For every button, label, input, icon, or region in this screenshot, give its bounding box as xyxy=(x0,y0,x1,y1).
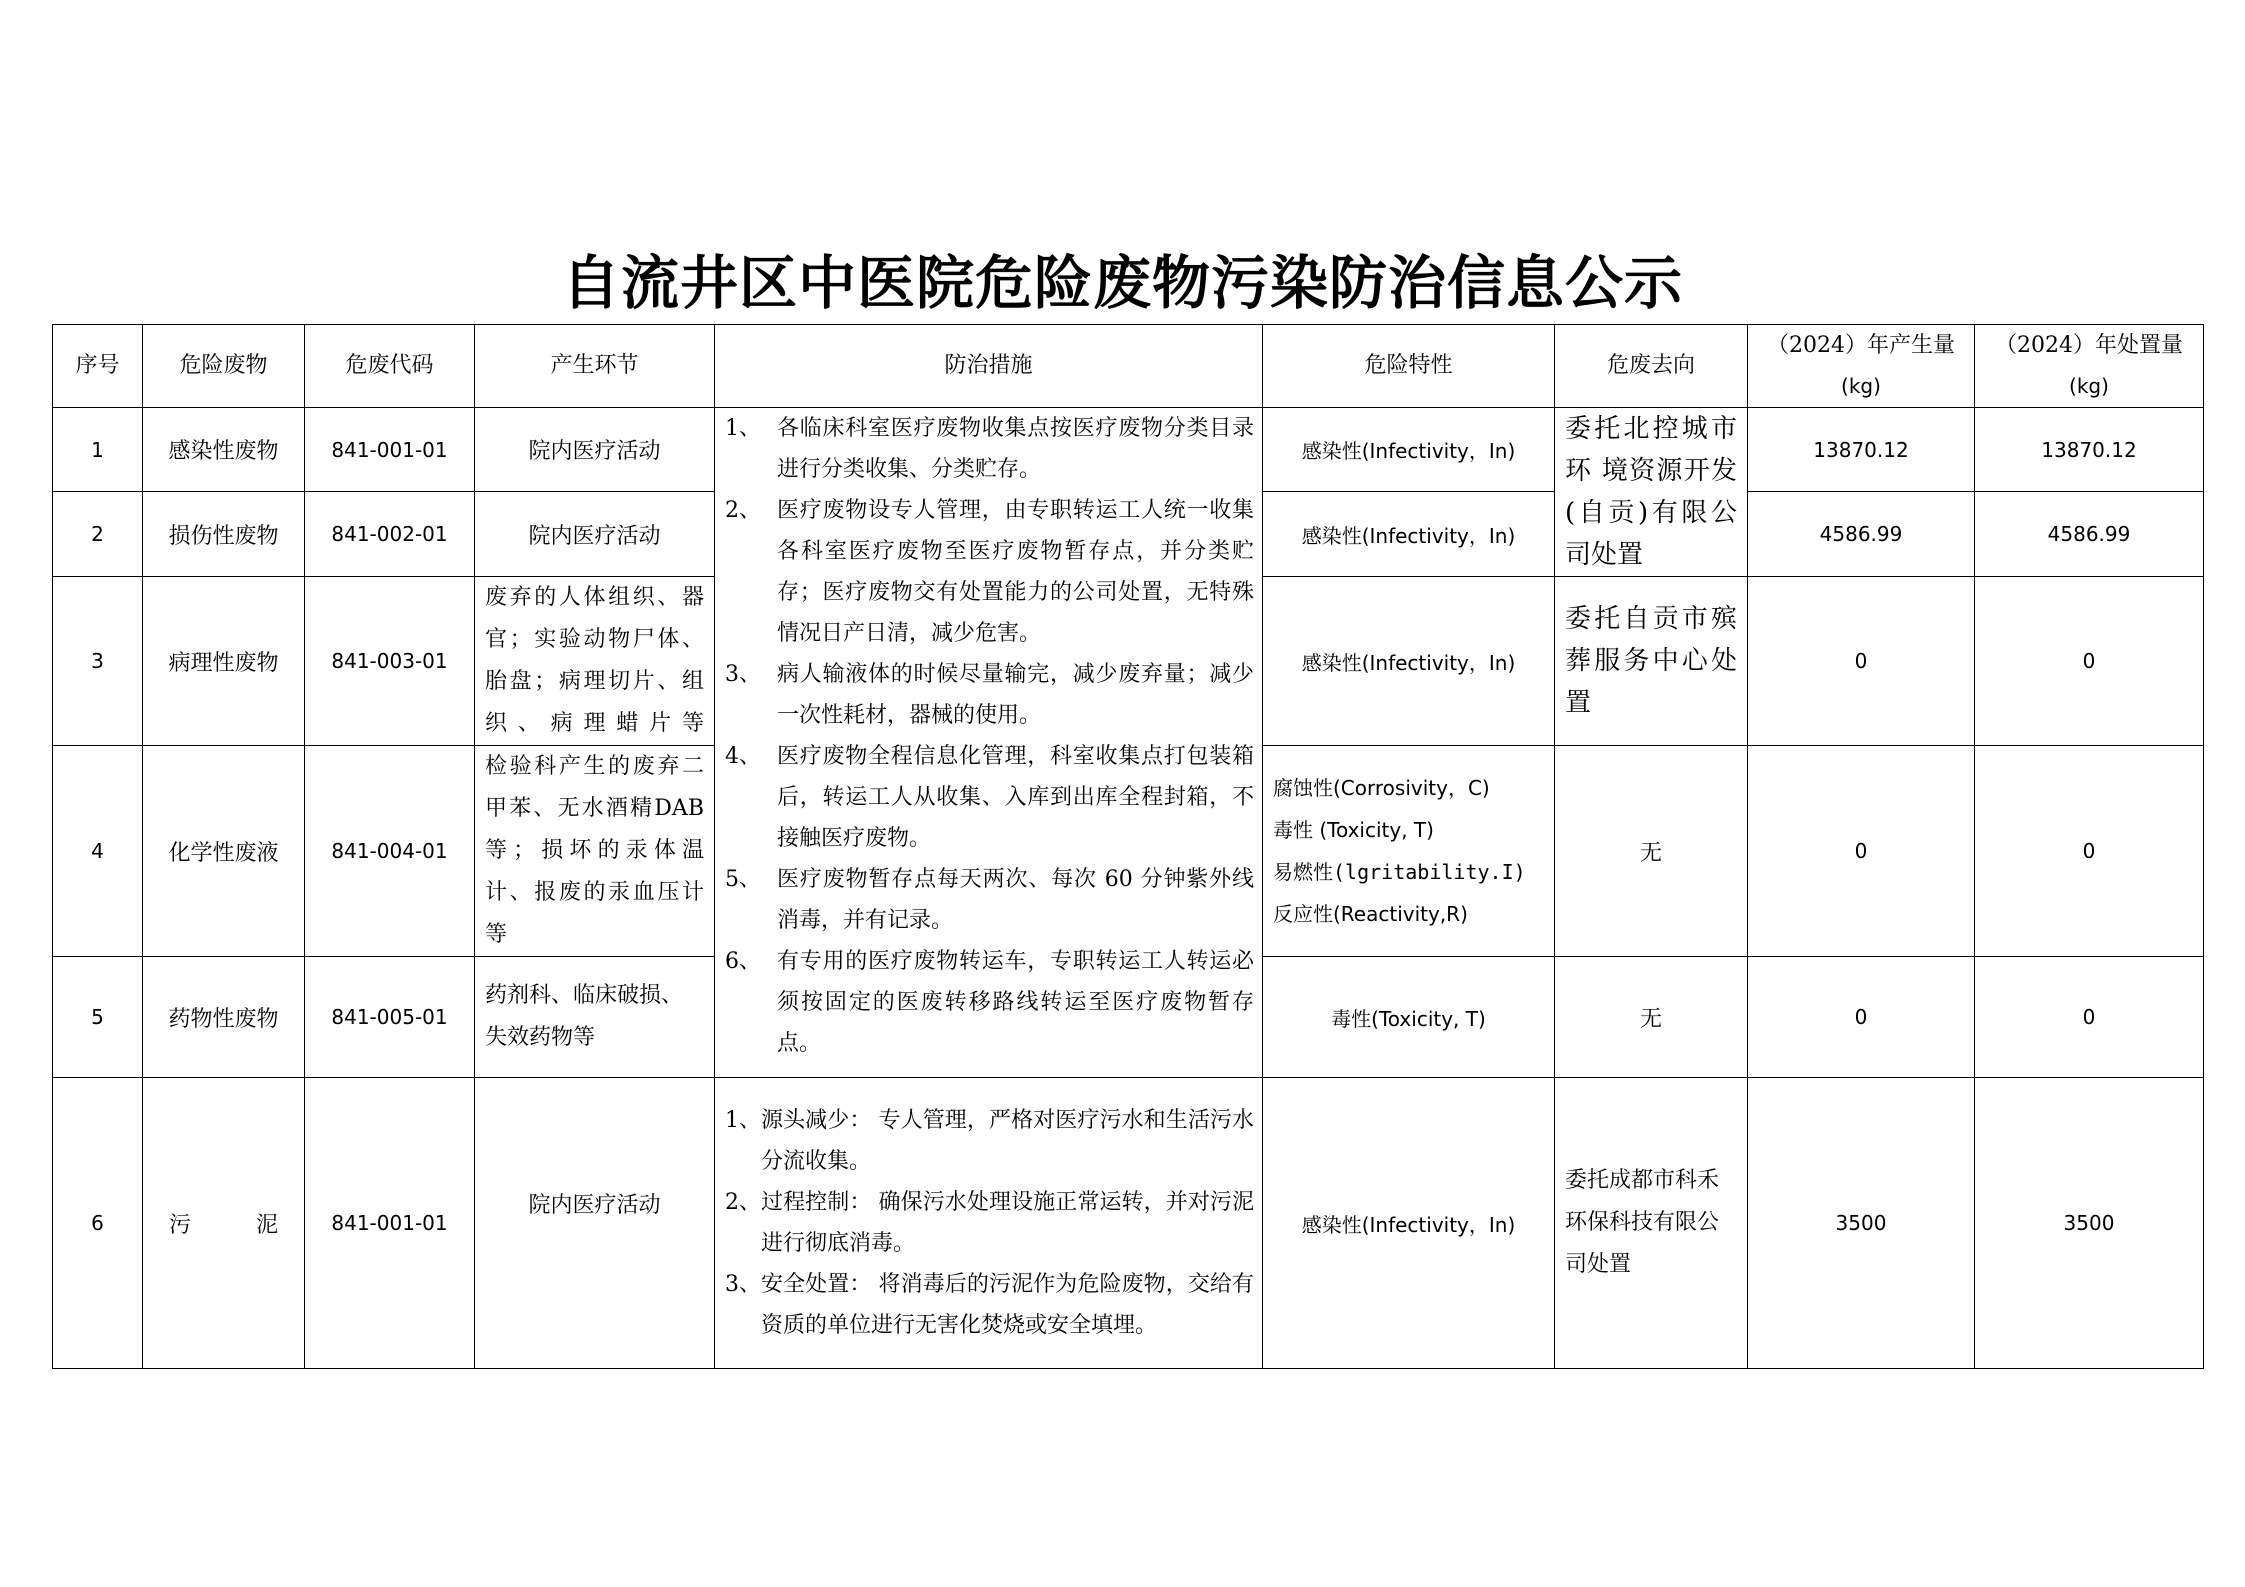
cell-seq: 1 xyxy=(53,408,143,492)
cell-hazard xyxy=(1263,746,1555,957)
hazard-line: 反应性(Reactivity,R) xyxy=(1273,902,1468,926)
table-header-row xyxy=(53,325,2204,408)
cell-seq: 6 xyxy=(53,1078,143,1369)
cell-waste: 损伤性废物 xyxy=(143,492,305,577)
header-measures: 防治措施 xyxy=(715,325,1263,408)
measures-list xyxy=(725,408,1254,1064)
cell-destination: 委托成都市科禾环保科技有限公司处置 xyxy=(1555,1078,1748,1369)
cell-produced: 3500 xyxy=(1748,1078,1975,1369)
cell-disposed: 3500 xyxy=(1975,1078,2204,1369)
header-seq: 序号 xyxy=(53,325,143,408)
cell-destination: 委托自贡市殡葬服务中心处置 xyxy=(1555,577,1748,746)
cell-produced: 13870.12 xyxy=(1748,408,1975,492)
cell-seq: 3 xyxy=(53,577,143,746)
cell-waste: 药物性废物 xyxy=(143,957,305,1078)
measure-item: 1、 各临床科室医疗废物收集点按医疗废物分类目录进行分类收集、分类贮存。 xyxy=(725,416,1254,482)
cell-seq: 2 xyxy=(53,492,143,577)
cell-waste-char: 污 xyxy=(169,1212,192,1238)
cell-stage: 院内医疗活动 xyxy=(475,492,715,577)
cell-disposed: 4586.99 xyxy=(1975,492,2204,577)
hazard-line: 毒性 (Toxicity, T) xyxy=(1273,818,1434,842)
cell-code: 841-002-01 xyxy=(305,492,475,577)
cell-produced: 0 xyxy=(1748,746,1975,957)
cell-code: 841-001-01 xyxy=(305,408,475,492)
measure-item: 5、 医疗废物暂存点每天两次、每次 60 分钟紫外线消毒，并有记录。 xyxy=(725,867,1254,933)
header-waste: 危险废物 xyxy=(143,325,305,408)
cell-disposed: 0 xyxy=(1975,957,2204,1078)
header-destination: 危废去向 xyxy=(1555,325,1748,408)
measure-item: 6、 有专用的医疗废物转运车，专职转运工人转运必须按固定的医废转移路线转运至医疗废物暂存点。 xyxy=(725,949,1254,1056)
measure-item: 3、 病人输液体的时候尽量输完，减少废弃量；减少一次性耗材，器械的使用。 xyxy=(725,662,1254,728)
cell-waste xyxy=(143,1078,305,1369)
header-produced-line1: （2024）年产生量 xyxy=(1767,333,1955,358)
header-disposed-unit: (kg) xyxy=(2069,374,2109,398)
cell-seq: 4 xyxy=(53,746,143,957)
measure-item: 2、 过程控制： 确保污水处理设施正常运转，并对污泥进行彻底消毒。 xyxy=(725,1190,1254,1256)
header-hazard: 危险特性 xyxy=(1263,325,1555,408)
header-produced-unit: (kg) xyxy=(1841,374,1881,398)
cell-measures xyxy=(715,1078,1263,1369)
cell-produced: 0 xyxy=(1748,577,1975,746)
cell-disposed: 13870.12 xyxy=(1975,408,2204,492)
cell-hazard: 感染性(Infectivity，In) xyxy=(1263,492,1555,577)
measure-item: 2、 医疗废物设专人管理，由专职转运工人统一收集各科室医疗废物至医疗废物暂存点，并分类贮存；医疗废物交有处置能力的公司处置，无特殊情况日产日清，减少危害。 xyxy=(725,498,1254,646)
measure-item: 1、 源头减少： 专人管理，严格对医疗污水和生活污水分流收集。 xyxy=(725,1108,1254,1174)
measures-list xyxy=(725,1100,1254,1346)
measure-item: 4、 医疗废物全程信息化管理，科室收集点打包装箱后，转运工人从收集、入库到出库全程封箱，不接触医疗废物。 xyxy=(725,744,1254,851)
hazard-line: 腐蚀性(Corrosivity，C) xyxy=(1273,776,1490,800)
table-row xyxy=(53,1078,2204,1369)
cell-stage: 药剂科、临床破损、失效药物等 xyxy=(475,957,715,1078)
cell-stage: 检验科产生的废弃二甲苯、无水酒精DAB等；损坏的汞体温计、报废的汞血压计等 xyxy=(475,746,715,957)
cell-produced: 0 xyxy=(1748,957,1975,1078)
cell-waste-char: 泥 xyxy=(255,1212,278,1238)
measure-item: 3、 安全处置： 将消毒后的污泥作为危险废物，交给有资质的单位进行无害化焚烧或安全填埋。 xyxy=(725,1272,1254,1338)
cell-measures xyxy=(715,408,1263,1078)
header-disposed xyxy=(1975,325,2204,408)
cell-hazard: 感染性(Infectivity，In) xyxy=(1263,408,1555,492)
cell-destination: 无 xyxy=(1555,746,1748,957)
header-produced xyxy=(1748,325,1975,408)
cell-code: 841-004-01 xyxy=(305,746,475,957)
header-code: 危废代码 xyxy=(305,325,475,408)
cell-waste: 病理性废物 xyxy=(143,577,305,746)
cell-code: 841-005-01 xyxy=(305,957,475,1078)
cell-hazard: 感染性(Infectivity，In) xyxy=(1263,1078,1555,1369)
cell-destination: 委托北控城市环 境资源开发(自贡)有限公司处置 xyxy=(1555,408,1748,577)
cell-destination: 无 xyxy=(1555,957,1748,1078)
page-title: 自流井区中医院危险废物污染防治信息公示 xyxy=(561,249,1683,317)
header-disposed-line1: （2024）年处置量 xyxy=(1995,333,2183,358)
table-row xyxy=(53,408,2204,492)
cell-stage: 院内医疗活动 xyxy=(475,1078,715,1369)
cell-waste: 感染性废物 xyxy=(143,408,305,492)
cell-stage: 院内医疗活动 xyxy=(475,408,715,492)
header-stage: 产生环节 xyxy=(475,325,715,408)
cell-code: 841-003-01 xyxy=(305,577,475,746)
cell-seq: 5 xyxy=(53,957,143,1078)
cell-stage: 废弃的人体组织、器官；实验动物尸体、胎盘；病理切片、组织、病理蜡片等 xyxy=(475,577,715,746)
cell-code: 841-001-01 xyxy=(305,1078,475,1369)
hazardous-waste-table xyxy=(52,324,2204,1369)
cell-hazard: 毒性(Toxicity, T) xyxy=(1263,957,1555,1078)
cell-disposed: 0 xyxy=(1975,746,2204,957)
cell-hazard: 感染性(Infectivity，In) xyxy=(1263,577,1555,746)
cell-disposed: 0 xyxy=(1975,577,2204,746)
cell-waste: 化学性废液 xyxy=(143,746,305,957)
cell-produced: 4586.99 xyxy=(1748,492,1975,577)
hazard-line: 易燃性(lgritability.I) xyxy=(1273,860,1526,884)
